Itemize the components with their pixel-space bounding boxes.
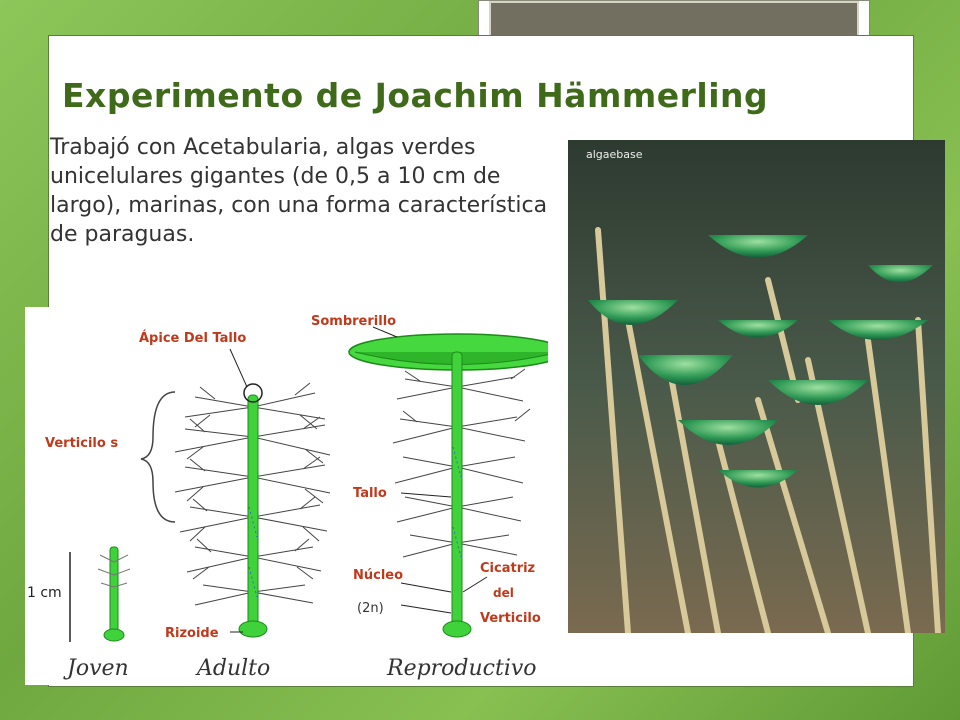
label-rizoide: Rizoide <box>165 626 219 641</box>
stage-adulto: Adulto <box>197 656 271 681</box>
verticilos-bracket <box>141 392 175 522</box>
label-cicatriz-1: Cicatriz <box>480 561 536 576</box>
acetabularia-photo <box>568 140 945 633</box>
adult-cell <box>239 384 267 637</box>
young-cell <box>98 547 130 641</box>
label-cicatriz-3: Verticilo <box>480 611 541 626</box>
slide-body-text: Trabajó con Acetabularia, algas verdes unicelulares gigantes (de 0,5 a 10 cm de largo), marinas, con una forma característica de paraguas. <box>50 135 548 247</box>
label-tallo: Tallo <box>353 486 387 501</box>
label-nucleo: Núcleo <box>353 568 404 583</box>
acetabularia-diagram <box>25 307 548 685</box>
label-sombrerillo: Sombrerillo <box>311 314 397 329</box>
label-cicatriz-2: del <box>493 586 514 600</box>
photo-watermark: algaebase <box>586 148 643 161</box>
label-ploidy: (2n) <box>357 601 384 616</box>
pointer-lines <box>230 327 487 632</box>
stage-joven: Joven <box>67 656 129 681</box>
slide-title: Experimento de Joachim Hämmerling <box>62 76 769 115</box>
label-verticilos: Verticilo s <box>45 436 119 451</box>
label-apice: Ápice Del Tallo <box>139 331 247 346</box>
label-scale: 1 cm <box>27 585 62 601</box>
stage-reproductivo: Reproductivo <box>387 656 537 681</box>
